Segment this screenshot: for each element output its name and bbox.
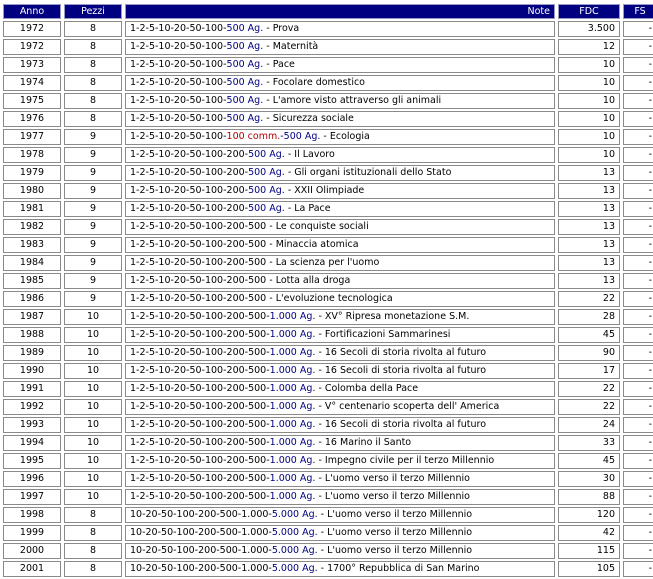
issue-title-text: - L'uomo verso il terzo Millennio [317,527,473,538]
fdc-price-cell: 42 [558,525,620,541]
fs-price-cell: - [623,21,653,37]
denominations-text: 10-20-50-100-200-500-1.000- [130,509,272,520]
pieces-cell: 10 [64,327,122,343]
year-cell: 1979 [3,165,61,181]
table-body [3,21,653,577]
note-cell [125,435,555,451]
year-cell: 2000 [3,543,61,559]
silver-coin-text: 1.000 Ag. [269,473,316,484]
note-cell [125,561,555,577]
year-cell: 1991 [3,381,61,397]
silver-coin-text: 5.000 Ag. [271,527,318,538]
denominations-text: 1-2-5-10-20-50-100-200-500- [130,437,270,448]
denominations-text: 1-2-5-10-20-50-100-200-500- [130,347,270,358]
year-cell: 1994 [3,435,61,451]
pieces-cell: 10 [64,309,122,325]
silver-coin-text: 1.000 Ag. [269,311,316,322]
column-header-fs: FS [623,4,653,19]
fdc-price-cell: 10 [558,93,620,109]
note-cell [125,93,555,109]
silver-coin-text: 1.000 Ag. [269,347,316,358]
silver-coin-text: 5.000 Ag. [271,509,318,520]
pieces-cell: 10 [64,381,122,397]
fs-price-cell: - [623,417,653,433]
table-row [3,165,653,181]
issue-title-text: - 16 Secoli di storia rivolta al futuro [315,365,487,376]
year-cell: 1995 [3,453,61,469]
table-row [3,399,653,415]
denominations-text: 1-2-5-10-20-50-100-200-500 [130,239,267,250]
issue-title-text: - La Pace [284,203,331,214]
pieces-cell: 10 [64,453,122,469]
denominations-text: 10-20-50-100-200-500-1.000- [130,545,272,556]
fs-price-cell: - [623,399,653,415]
fs-price-cell: - [623,147,653,163]
pieces-cell: 9 [64,183,122,199]
fs-price-cell: - [623,57,653,73]
fs-price-cell: - [623,345,653,361]
table-row [3,543,653,559]
issue-title-text: - Pace [263,59,295,70]
silver-coin-text: 1.000 Ag. [269,401,316,412]
issue-title-text: - L'evoluzione tecnologica [266,293,393,304]
note-cell [125,183,555,199]
table-row [3,111,653,127]
issue-title-text: - XXII Olimpiade [284,185,365,196]
fdc-price-cell: 120 [558,507,620,523]
year-cell: 1981 [3,201,61,217]
note-cell [125,75,555,91]
denominations-text: 1-2-5-10-20-50-100-200-500- [130,455,270,466]
issue-title-text: - L'uomo verso il terzo Millennio [317,545,473,556]
denominations-text: 1-2-5-10-20-50-100-200- [130,149,249,160]
year-cell: 1973 [3,57,61,73]
year-cell: 1985 [3,273,61,289]
year-cell: 1982 [3,219,61,235]
year-cell: 1974 [3,75,61,91]
year-cell: 1990 [3,363,61,379]
denominations-text: 1-2-5-10-20-50-100- [130,41,227,52]
pieces-cell: 10 [64,345,122,361]
note-cell [125,165,555,181]
fdc-price-cell: 13 [558,255,620,271]
table-row [3,273,653,289]
denominations-text: 1-2-5-10-20-50-100-200-500- [130,491,270,502]
note-cell [125,273,555,289]
fdc-price-cell: 28 [558,309,620,325]
year-cell: 1984 [3,255,61,271]
note-cell [125,363,555,379]
year-cell: 1975 [3,93,61,109]
table-row [3,525,653,541]
fs-price-cell: - [623,489,653,505]
year-cell: 1983 [3,237,61,253]
fdc-price-cell: 33 [558,435,620,451]
issue-title-text: - Prova [263,23,300,34]
year-cell: 1978 [3,147,61,163]
pieces-cell: 9 [64,219,122,235]
pieces-cell: 8 [64,525,122,541]
issue-title-text: - Minaccia atomica [266,239,359,250]
fdc-price-cell: 88 [558,489,620,505]
pieces-cell: 9 [64,291,122,307]
pieces-cell: 8 [64,111,122,127]
pieces-cell: 9 [64,237,122,253]
fdc-price-cell: 10 [558,75,620,91]
note-cell [125,129,555,145]
fs-price-cell: - [623,165,653,181]
denominations-text: 1-2-5-10-20-50-100-200-500- [130,473,270,484]
pieces-cell: 8 [64,543,122,559]
issue-title-text: - Fortificazioni Sammarinesi [315,329,451,340]
denominations-text: 1-2-5-10-20-50-100-200-500 [130,221,267,232]
issue-title-text: - Il Lavoro [284,149,335,160]
fs-price-cell: - [623,561,653,577]
year-cell: 1989 [3,345,61,361]
denominations-text: 1-2-5-10-20-50-100-200-500- [130,383,270,394]
issue-title-text: - Focolare domestico [263,77,365,88]
denominations-text: 1-2-5-10-20-50-100-200-500- [130,419,270,430]
fs-price-cell: - [623,237,653,253]
note-cell [125,147,555,163]
fs-price-cell: - [623,255,653,271]
table-row [3,75,653,91]
issue-title-text: - L'uomo verso il terzo Millennio [317,509,473,520]
issue-title-text: - Maternità [263,41,319,52]
fs-price-cell: - [623,93,653,109]
table-row [3,381,653,397]
pieces-cell: 8 [64,57,122,73]
column-header-note: Note [125,4,555,19]
note-cell [125,39,555,55]
table-row [3,561,653,577]
silver-coin-text: 500 Ag. [248,167,285,178]
issue-title-text: - L'uomo verso il terzo Millennio [315,473,470,484]
year-cell: 1993 [3,417,61,433]
note-cell [125,327,555,343]
pieces-cell: 10 [64,417,122,433]
fs-price-cell: - [623,183,653,199]
note-cell [125,399,555,415]
issue-title-text: - Sicurezza sociale [263,113,354,124]
denominations-text: 1-2-5-10-20-50-100-200- [130,167,249,178]
denominations-text: 10-20-50-100-200-500-1.000- [130,563,272,574]
fdc-price-cell: 17 [558,363,620,379]
note-cell [125,291,555,307]
note-cell [125,381,555,397]
year-cell: 1980 [3,183,61,199]
denominations-text: 1-2-5-10-20-50-100-200-500- [130,311,270,322]
fdc-price-cell: 13 [558,183,620,199]
pieces-cell: 9 [64,129,122,145]
table-row [3,345,653,361]
fs-price-cell: - [623,129,653,145]
denominations-text: 10-20-50-100-200-500-1.000- [130,527,272,538]
issue-title-text: - Lotta alla droga [266,275,351,286]
year-cell: 1997 [3,489,61,505]
issue-title-text: - L'amore visto attraverso gli animali [263,95,442,106]
year-cell: 1972 [3,39,61,55]
silver-coin-text: 500 Ag. [226,77,264,88]
issue-title-text: - 16 Secoli di storia rivolta al futuro [315,347,487,358]
table-row [3,129,653,145]
year-cell: 1992 [3,399,61,415]
table-row [3,291,653,307]
denominations-text: 1-2-5-10-20-50-100- [130,113,227,124]
fs-price-cell: - [623,525,653,541]
year-cell: 1998 [3,507,61,523]
issue-title-text: - 16 Secoli di storia rivolta al futuro [315,419,487,430]
note-cell [125,57,555,73]
fdc-price-cell: 22 [558,291,620,307]
fdc-price-cell: 30 [558,471,620,487]
issue-title-text: - 16 Marino il Santo [315,437,412,448]
fs-price-cell: - [623,435,653,451]
issue-title-text: - V° centenario scoperta dell' America [315,401,500,412]
table-row [3,453,653,469]
silver-coin-text: 1.000 Ag. [269,437,316,448]
fs-price-cell: - [623,219,653,235]
table-row [3,363,653,379]
table-row [3,147,653,163]
column-header-pieces: Pezzi [64,4,122,19]
pieces-cell: 8 [64,21,122,37]
table-row [3,507,653,523]
fs-price-cell: - [623,201,653,217]
column-header-year: Anno [3,4,61,19]
table-row [3,489,653,505]
denominations-text: 1-2-5-10-20-50-100-200-500- [130,329,270,340]
denominations-text: 1-2-5-10-20-50-100- [130,23,227,34]
silver-coin-text: 500 Ag. [248,203,285,214]
fdc-price-cell: 12 [558,39,620,55]
denominations-text: 1-2-5-10-20-50-100-200-500 [130,293,267,304]
pieces-cell: 8 [64,93,122,109]
fdc-price-cell: 45 [558,453,620,469]
table-row [3,93,653,109]
denominations-text: 1-2-5-10-20-50-100- [130,77,227,88]
fs-price-cell: - [623,381,653,397]
fdc-price-cell: 13 [558,273,620,289]
silver-coin-text: 1.000 Ag. [269,455,316,466]
note-cell [125,21,555,37]
fdc-price-cell: 13 [558,165,620,181]
denominations-text: 1-2-5-10-20-50-100-200-500 [130,257,267,268]
fdc-price-cell: 10 [558,57,620,73]
silver-coin-text: 500 Ag. [226,41,264,52]
table-row [3,237,653,253]
denominations-text: 1-2-5-10-20-50-100-200- [130,203,249,214]
table-row [3,201,653,217]
fdc-price-cell: 45 [558,327,620,343]
pieces-cell: 9 [64,201,122,217]
table-row [3,471,653,487]
fs-price-cell: - [623,507,653,523]
fs-price-cell: - [623,327,653,343]
issue-title-text: - 1700° Repubblica di San Marino [317,563,480,574]
issue-title-text: - Ecologia [320,131,370,142]
pieces-cell: 10 [64,363,122,379]
note-cell [125,237,555,253]
fdc-price-cell: 10 [558,129,620,145]
pieces-cell: 10 [64,399,122,415]
silver-coin-text: 1.000 Ag. [269,491,316,502]
note-cell [125,111,555,127]
note-cell [125,417,555,433]
fs-price-cell: - [623,471,653,487]
year-cell: 1972 [3,21,61,37]
table-row [3,417,653,433]
denominations-text: 1-2-5-10-20-50-100-200- [130,185,249,196]
year-cell: 2001 [3,561,61,577]
table-row [3,57,653,73]
fdc-price-cell: 115 [558,543,620,559]
fdc-price-cell: 13 [558,201,620,217]
column-header-fdc: FDC [558,4,620,19]
note-cell [125,201,555,217]
denominations-text: 1-2-5-10-20-50-100- [130,95,227,106]
silver-coin-text: 5.000 Ag. [271,545,318,556]
fdc-price-cell: 3.500 [558,21,620,37]
silver-coin-text: 1.000 Ag. [269,419,316,430]
note-cell [125,309,555,325]
silver-coin-text: 500 Ag. [226,113,264,124]
pieces-cell: 9 [64,273,122,289]
fs-price-cell: - [623,291,653,307]
issue-title-text: - L'uomo verso il terzo Millennio [315,491,470,502]
silver-coin-text: 1.000 Ag. [269,365,316,376]
note-cell [125,507,555,523]
note-cell [125,219,555,235]
silver-coin-text: 5.000 Ag. [271,563,318,574]
fdc-price-cell: 13 [558,219,620,235]
fdc-price-cell: 90 [558,345,620,361]
fdc-price-cell: 22 [558,399,620,415]
fs-price-cell: - [623,273,653,289]
table-row [3,39,653,55]
table-row [3,309,653,325]
pieces-cell: 10 [64,471,122,487]
denominations-text: 1-2-5-10-20-50-100-200-500- [130,401,270,412]
fdc-price-cell: 13 [558,237,620,253]
note-cell [125,471,555,487]
fs-price-cell: - [623,543,653,559]
silver-coin-text: 500 Ag. [226,23,264,34]
table-header-row [3,4,653,19]
note-cell [125,489,555,505]
fs-price-cell: - [623,309,653,325]
year-cell: 1996 [3,471,61,487]
fs-price-cell: - [623,39,653,55]
fdc-price-cell: 105 [558,561,620,577]
pieces-cell: 8 [64,75,122,91]
pieces-cell: 9 [64,165,122,181]
table-row [3,327,653,343]
silver-coin-text: 1.000 Ag. [269,383,316,394]
year-cell: 1986 [3,291,61,307]
table-row [3,183,653,199]
year-cell: 1987 [3,309,61,325]
pieces-cell: 10 [64,435,122,451]
silver-coin-text: -500 Ag. [280,131,321,142]
denominations-text: 1-2-5-10-20-50-100-200-500- [130,365,270,376]
pieces-cell: 8 [64,39,122,55]
fdc-price-cell: 10 [558,147,620,163]
silver-coin-text: 500 Ag. [248,185,285,196]
table-row [3,435,653,451]
pieces-cell: 10 [64,489,122,505]
fdc-price-cell: 24 [558,417,620,433]
table-row [3,255,653,271]
issue-title-text: - Impegno civile per il terzo Millennio [315,455,495,466]
year-cell: 1999 [3,525,61,541]
pieces-cell: 8 [64,507,122,523]
fs-price-cell: - [623,75,653,91]
fs-price-cell: - [623,453,653,469]
pieces-cell: 9 [64,255,122,271]
year-cell: 1988 [3,327,61,343]
fs-price-cell: - [623,363,653,379]
silver-coin-text: 500 Ag. [226,95,264,106]
pieces-cell: 8 [64,561,122,577]
note-cell [125,345,555,361]
note-cell [125,255,555,271]
fdc-price-cell: 22 [558,381,620,397]
year-cell: 1977 [3,129,61,145]
denominations-text: 1-2-5-10-20-50-100-200-500 [130,275,267,286]
year-cell: 1976 [3,111,61,127]
silver-coin-text: 500 Ag. [226,59,264,70]
silver-coin-text: 1.000 Ag. [269,329,316,340]
pieces-cell: 9 [64,147,122,163]
denominations-text: 1-2-5-10-20-50-100- [130,131,227,142]
denominations-text: 1-2-5-10-20-50-100- [130,59,227,70]
note-cell [125,543,555,559]
issue-title-text: - La scienza per l'uomo [266,257,380,268]
coin-sets-table [0,2,653,579]
issue-title-text: - Le conquiste sociali [266,221,369,232]
silver-coin-text: 500 Ag. [248,149,285,160]
table-row [3,219,653,235]
fdc-price-cell: 10 [558,111,620,127]
issue-title-text: - XV° Ripresa monetazione S.M. [315,311,470,322]
note-cell [125,453,555,469]
issue-title-text: - Gli organi istituzionali dello Stato [284,167,452,178]
issue-title-text: - Colomba della Pace [315,383,419,394]
note-cell [125,525,555,541]
table-row [3,21,653,37]
fs-price-cell: - [623,111,653,127]
commemorative-text: 100 comm. [226,131,281,142]
